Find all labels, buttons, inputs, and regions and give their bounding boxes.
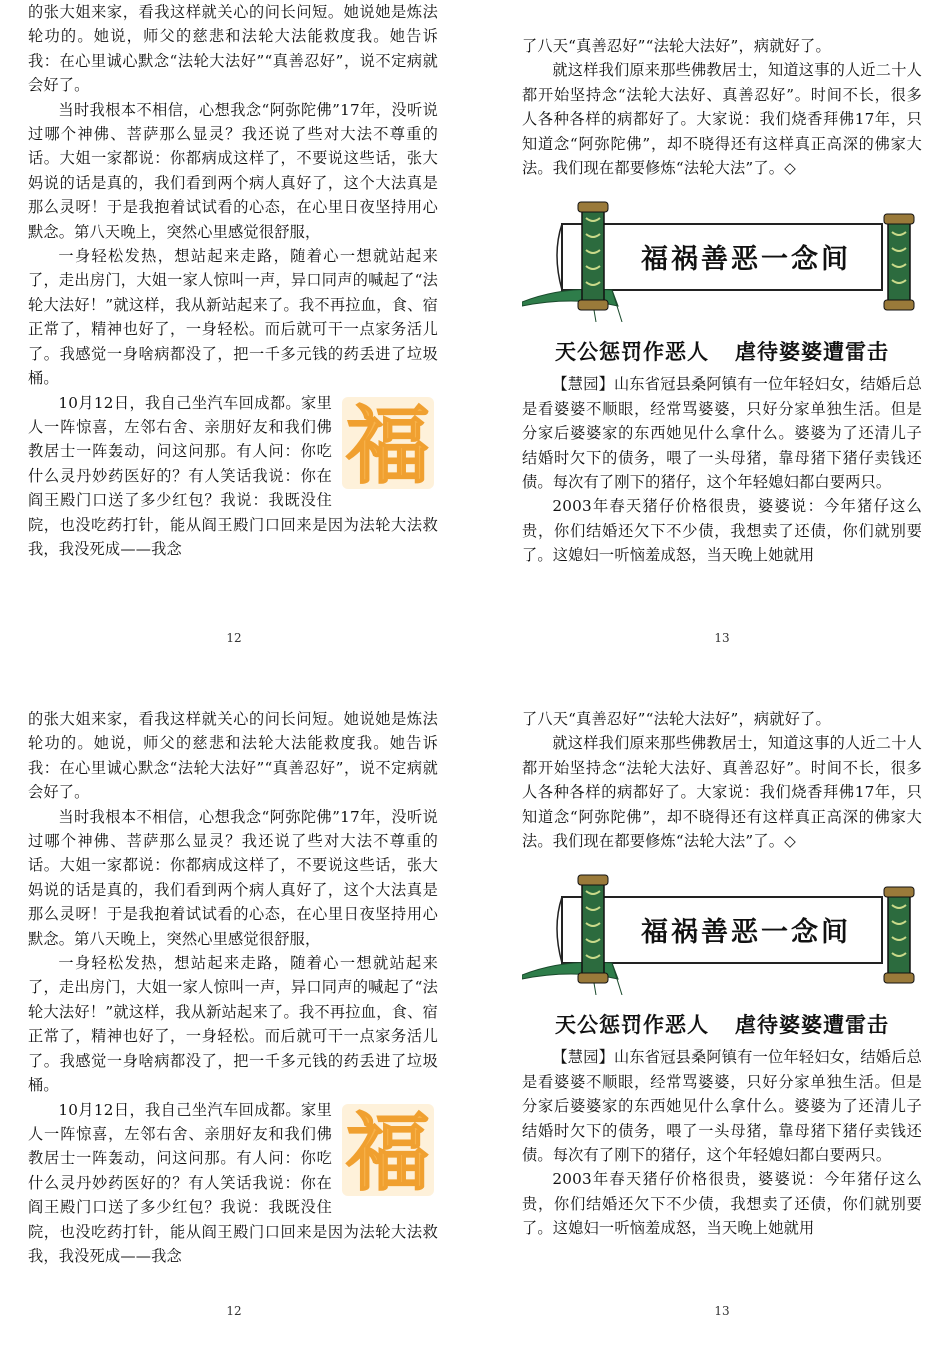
- paragraph: 了八天“真善忍好”“法轮大法好”，病就好了。: [522, 710, 831, 728]
- page-number: 13: [714, 631, 730, 645]
- paragraph: 【慧园】山东省冠县桑阿镇有一位年轻妇女，结婚后总是看婆婆不顺眼，经常骂婆婆，只好分家单独生活。但是分家后婆婆家的东西她见什么拿什么。婆婆为了还清儿子结婚时欠下的债务，喂了一头母猪，靠母猪下猪仔卖钱还债。每次有了刚下的猪仔，这个年轻媳妇都白要两只。: [522, 375, 922, 492]
- banner-title: 福祸善恶一念间: [641, 244, 851, 276]
- paragraph: 当时我根本不相信，心想我念“阿弥陀佛”17年，没听说过哪个神佛、菩萨那么显灵？我还说了些对大法不尊重的话。大姐一家都说：你都病成这样了，不要说这些话，张大妈说的话是真的，我们看到两个病人真好了，这个大法真是那么灵呀！于是我抱着试试看的心态，在心里日夜坚持用心默念。第八天晚上，突然心里感觉很舒服，: [28, 100, 438, 241]
- paragraph-with-fu: [28, 1098, 438, 1269]
- scroll-banner: [522, 867, 922, 995]
- paragraph-with-fu: [28, 391, 438, 562]
- headline-part-a: 天公惩罚作恶人: [555, 340, 709, 365]
- fu-character-icon: [340, 1102, 436, 1198]
- page-left: [28, 673, 438, 1345]
- paragraph: 【慧园】山东省冠县桑阿镇有一位年轻妇女，结婚后总是看婆婆不顺眼，经常骂婆婆，只好分家单独生活。但是分家后婆婆家的东西她见什么拿什么。婆婆为了还清儿子结婚时欠下的债务，喂了一头母猪，靠母猪下猪仔卖钱还债。每次有了刚下的猪仔，这个年轻媳妇都白要两只。: [522, 1048, 922, 1165]
- page-right: [522, 673, 922, 1345]
- scroll-left-roll: [578, 875, 608, 983]
- page-number: 12: [226, 1304, 242, 1318]
- paragraph: 2003年春天猪仔价格很贵，婆婆说：今年猪仔这么贵，你们结婚还欠下不少债，我想卖了还债，你们就别要了。这媳妇一听恼羞成怒，当天晚上她就用: [522, 497, 922, 565]
- paragraph: 一身轻松发热，想站起来走路，随着心一想就站起来了，走出房门，大姐一家人惊叫一声，异口同声的喊起了“法轮大法好！”就这样，我从新站起来了。我不再拉血，食、宿正常了，精神也好了，一身轻松。而后就可干一点家务活儿了。我感觉一身啥病都没了，把一千多元钱的药丢进了垃圾桶。: [28, 954, 438, 1095]
- scroll-right-roll: [884, 887, 914, 983]
- paragraph: 就这样我们原来那些佛教居士，知道这事的人近二十人都开始坚持念“法轮大法好、真善忍好”。时间不长，很多人各种各样的病都好了。大家说：我们烧香拜佛17年，只知道念“阿弥陀佛”，却不晓得还有这样真正高深的佛家大法。我们现在都要修炼“法轮大法”了。◇: [522, 734, 922, 851]
- spread-bottom: [0, 673, 950, 1345]
- scroll-left-roll: [578, 202, 608, 310]
- paragraph-text: 10月12日，我自己坐汽车回成都。家里人一阵惊喜，左邻右舍、亲朋好友和我们佛教居士一阵轰动，问这问那。有人问：你吃什么灵丹妙药医好的？有人笑话我说：你在阎王殿门口送了多少红包？我说：我既没住院，也没吃药打针，能从阎王殿门口回来是因为法轮大法救我，我没死成——我念: [28, 1100, 438, 1265]
- headline-part-a: 天公惩罚作恶人: [555, 1013, 709, 1038]
- fu-glyph: 福: [345, 396, 431, 491]
- paragraph: 的张大姐来家，看我这样就关心的问长问短。她说她是炼法轮功的。她说，师父的慈悲和法轮大法能救度我。她告诉我：在心里诚心默念“法轮大法好”“真善忍好”，说不定病就会好了。: [28, 3, 438, 95]
- page-number: 13: [714, 1304, 730, 1318]
- paragraph-text: 10月12日，我自己坐汽车回成都。家里人一阵惊喜，左邻右舍、亲朋好友和我们佛教居士一阵轰动，问这问那。有人问：你吃什么灵丹妙药医好的？有人笑话我说：你在阎王殿门口送了多少红包？我说：我既没住院，也没吃药打针，能从阎王殿门口回来是因为法轮大法救我，我没死成——我念: [28, 393, 438, 558]
- page-number: 12: [226, 631, 242, 645]
- paragraph: 了八天“真善忍好”“法轮大法好”，病就好了。: [522, 37, 831, 55]
- scroll-right-roll: [884, 214, 914, 310]
- headline-part-b: 虐待婆婆遭雷击: [735, 1013, 889, 1038]
- paragraph: 一身轻松发热，想站起来走路，随着心一想就站起来了，走出房门，大姐一家人惊叫一声，异口同声的喊起了“法轮大法好！”就这样，我从新站起来了。我不再拉血，食、宿正常了，精神也好了，一身轻松。而后就可干一点家务活儿了。我感觉一身啥病都没了，把一千多元钱的药丢进了垃圾桶。: [28, 247, 438, 388]
- article-headline: [522, 336, 922, 366]
- page-left: [28, 0, 438, 672]
- banner-title: 福祸善恶一念间: [641, 917, 851, 949]
- scroll-banner: [522, 194, 922, 322]
- fu-character-icon: [340, 395, 436, 491]
- fu-glyph: 福: [345, 1103, 431, 1198]
- headline-part-b: 虐待婆婆遭雷击: [735, 340, 889, 365]
- spread-top: [0, 0, 950, 672]
- paragraph: 就这样我们原来那些佛教居士，知道这事的人近二十人都开始坚持念“法轮大法好、真善忍好”。时间不长，很多人各种各样的病都好了。大家说：我们烧香拜佛17年，只知道念“阿弥陀佛”，却不晓得还有这样真正高深的佛家大法。我们现在都要修炼“法轮大法”了。◇: [522, 61, 922, 178]
- article-headline: [522, 1009, 922, 1039]
- paragraph: 当时我根本不相信，心想我念“阿弥陀佛”17年，没听说过哪个神佛、菩萨那么显灵？我还说了些对大法不尊重的话。大姐一家都说：你都病成这样了，不要说这些话，张大妈说的话是真的，我们看到两个病人真好了，这个大法真是那么灵呀！于是我抱着试试看的心态，在心里日夜坚持用心默念。第八天晚上，突然心里感觉很舒服，: [28, 807, 438, 948]
- paragraph: 2003年春天猪仔价格很贵，婆婆说：今年猪仔这么贵，你们结婚还欠下不少债，我想卖了还债，你们就别要了。这媳妇一听恼羞成怒，当天晚上她就用: [522, 1170, 922, 1238]
- paragraph: 的张大姐来家，看我这样就关心的问长问短。她说她是炼法轮功的。她说，师父的慈悲和法轮大法能救度我。她告诉我：在心里诚心默念“法轮大法好”“真善忍好”，说不定病就会好了。: [28, 710, 438, 802]
- page-right: [522, 0, 922, 672]
